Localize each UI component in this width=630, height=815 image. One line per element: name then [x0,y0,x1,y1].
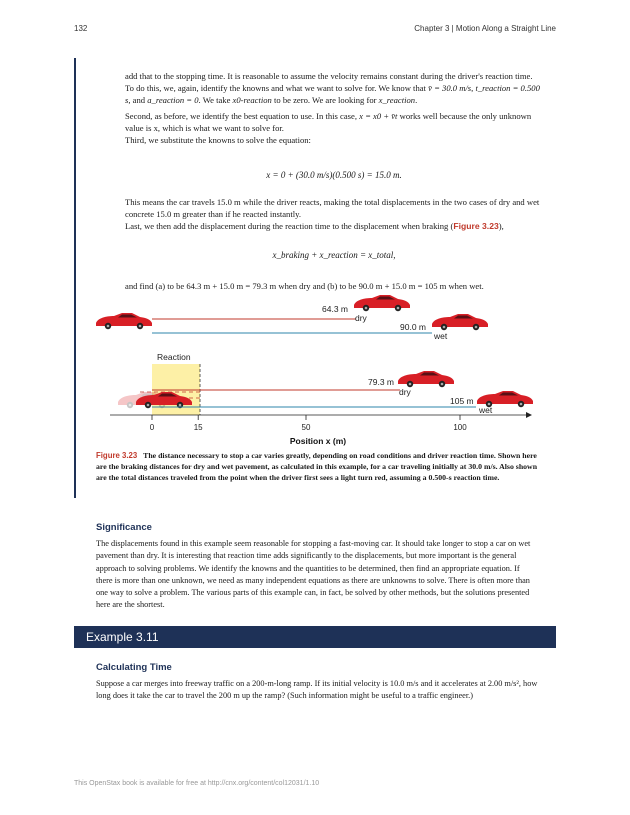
label-bottom-wet: wet [479,405,493,415]
figure-3-23-link[interactable]: Figure 3.23 [453,221,499,232]
car-wet-top-icon [432,314,488,330]
intro-line-7: and find (a) to be 64.3 m + 15.0 m = 79.3 m when dry and (b) to be 90.0 m + 15.0 m = 105 m when wet. [125,281,484,291]
example-title-bar: Example 3.11 [74,626,556,648]
x-axis-arrow-icon [526,412,532,418]
significance-heading: Significance [96,522,152,533]
intro-line-1: add that to the stopping time. It is reasonable to assume the velocity remains constant during the driver's reaction time. [125,71,533,81]
known-time: t_reaction = 0.500 s [125,83,540,106]
equation-total: x_braking + x_reaction = x_total, [272,250,396,260]
label-top-dry-distance: 64.3 m [322,304,348,314]
intro-line-4: Third, we substitute the knowns to solve the equation: [125,135,311,146]
label-top-wet: wet [434,331,448,341]
label-top-wet-distance: 90.0 m [400,322,426,332]
x-tick-label-15: 15 [193,423,203,432]
car-start-top-icon [96,313,152,329]
inline-equation: x = x0 + v̄t [359,110,398,121]
significance-text: The displacements found in this example seem reasonable for stopping a fast-moving car. It should take longer to stop a car on wet pavement than dry. It is interesting that reaction time adds significantly to the displacements, but more important is the general approach to solving problems. We identify the knowns and the quantities to be determined, then find an appropriate equation. If there is more than one unknown, we need as many independent equations as there are unknowns to solve. There is often more than one way to solve a problem. The various parts of this example can, in fact, be solved by other methods, but the solutions presented here are the shortest. [96,539,531,610]
label-bottom-dry-distance: 79.3 m [368,377,394,387]
x-axis-title: Position x (m) [289,436,347,446]
car-dry-bottom-icon [398,371,454,387]
caption-text: The distance necessary to stop a car varies greatly, depending on road conditions and driver reaction time. Shown here are the braking distances for dry and wet pavement, as calculated in this example, for a car traveling initially at 30.0 m/s. Also shown are the total distances traveled from the point when the driver first sees a light turn red, assuming a 0.500-s reaction time. [96,451,538,482]
figure-caption [96,450,546,483]
equation-reaction-distance: x = 0 + (30.0 m/s)(0.500 s) = 15.0 m. [266,170,402,180]
label-reaction: Reaction [157,352,191,362]
unknown-x: x_reaction [378,95,416,106]
chapter-header: Chapter 3 | Motion Along a Straight Line [414,24,556,33]
x-tick-label-100: 100 [453,423,467,432]
intro-line-3: Second, as before, we identify the best equation to use. In this case, x = x0 + v̄t works well because the only unknown value is x, which is what we want to solve for. [125,110,532,133]
page-number: 132 [74,24,88,33]
intro-line-2: To do this, we, again, identify the knowns and what we want to solve for. We know that v̄ = 30.0 m/s, t_reaction = 0.500 s, and a_reaction = 0. We take x0-reaction to be zero. We are looking for x_reaction. [125,83,540,106]
x-tick-label-50: 50 [301,423,311,432]
label-bottom-wet-distance: 105 m [450,396,474,406]
label-bottom-dry: dry [399,387,411,397]
known-x0: x0-reaction [232,95,272,106]
known-acceleration: a_reaction = 0 [147,95,199,106]
x-axis-ticks [150,415,467,432]
label-top-dry: dry [355,313,367,323]
car-dry-top-icon [354,295,410,311]
x-tick-label-0: 0 [149,423,155,432]
example-text: Suppose a car merges into freeway traffic on a 200-m-long ramp. If its initial velocity is 10.0 m/s and it accelerates at 2.00 m/s², how long does it take the car to travel the 200 m up the ramp? (Such information might be useful to a traffic engineer.) [96,679,538,701]
intro-line-5: This means the car travels 15.0 m while the driver reacts, making the total displacements in the two cases of dry and wet concrete 15.0 m greater than if he reacted instantly. [125,197,540,220]
example-heading: Calculating Time [96,662,172,673]
footer-note: This OpenStax book is available for free at http://cnx.org/content/col12031/1.10 [74,780,320,787]
known-velocity: v̄ = 30.0 m/s [428,83,472,94]
caption-label: Figure 3.23 [96,451,138,460]
intro-line-6: Last, we then add the displacement during the reaction time to the displacement when braking (Figure 3.23), [125,221,504,232]
